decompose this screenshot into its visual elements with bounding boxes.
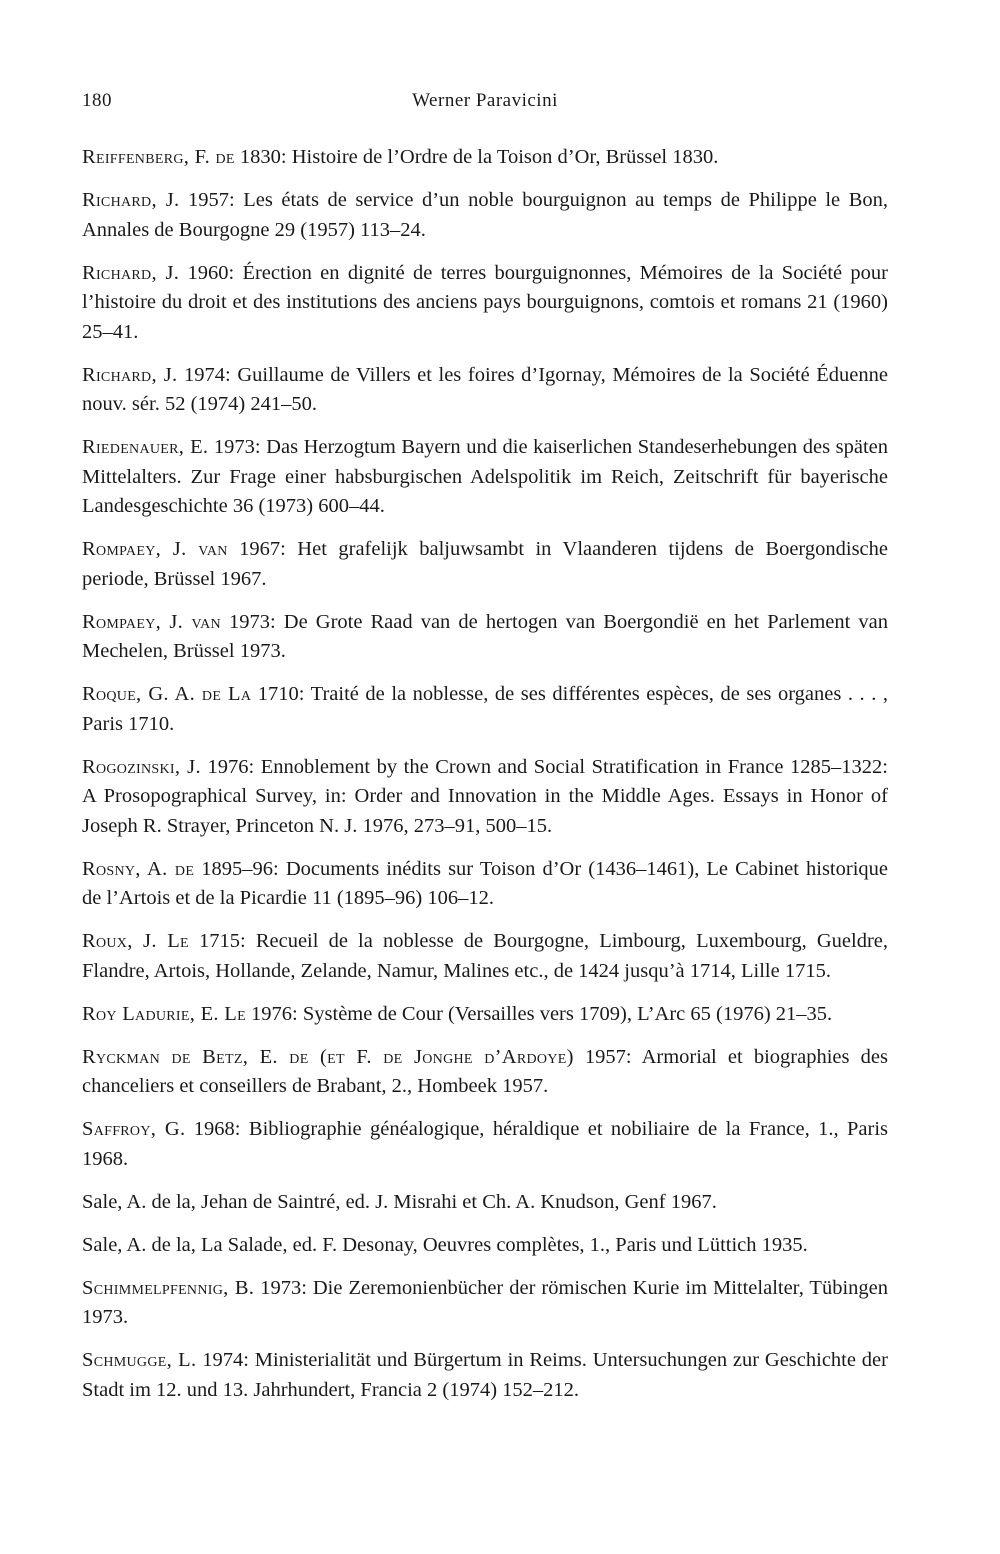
bibliography-entry xyxy=(82,1188,888,1218)
running-head xyxy=(82,90,888,120)
entry-author: Schmugge, L. xyxy=(82,1349,197,1371)
bibliography-entry xyxy=(82,433,888,522)
entry-author: Roux, J. Le xyxy=(82,930,189,952)
entry-text: 1974: Guillaume de Villers et les foires d’Igornay, Mémoires de la Société Éduenne nouv. sér. 52 (1974) 241–50. xyxy=(82,363,888,415)
running-title: Werner Paravicini xyxy=(412,90,558,111)
entry-text: 1973: Das Herzogtum Bayern und die kaiserlichen Standeserhebungen des späten Mittelalters. Zur Frage einer habsburgischen Adelspolitik im Reich, Zeitschrift für bayerische Landesgeschichte 36 (1973) 600–44. xyxy=(82,436,888,517)
entry-text: 1976: Ennoblement by the Crown and Social Stratification in France 1285–1322: A Prosopographical Survey, in: Order and Innovation in the Middle Ages. Essays in Honor of Joseph R. Strayer, Princeton N. J. 1976, 273–91, 500–15. xyxy=(82,755,888,837)
bibliography-entry xyxy=(82,1274,888,1333)
bibliography-entry xyxy=(82,143,888,173)
entry-text: 1830: Histoire de l’Ordre de la Toison d’Or, Brüssel 1830. xyxy=(234,146,719,168)
entry-text: 1968: Bibliographie généalogique, héraldique et nobiliaire de la France, 1., Paris 1968. xyxy=(82,1118,889,1170)
bibliography-entry xyxy=(82,259,888,348)
entry-text: 1976: Système de Cour (Versailles vers 1709), L’Arc 65 (1976) 21–35. xyxy=(245,1002,833,1025)
bibliography-entry xyxy=(82,855,888,914)
bibliography-entry xyxy=(82,927,888,986)
bibliography-entry xyxy=(82,1115,888,1174)
entry-text: 1974: Ministerialität und Bürgertum in Reims. Untersuchungen zur Geschichte der Stadt im 12. und 13. Jahrhundert, Francia 2 (1974) 152–212. xyxy=(82,1349,888,1401)
entry-text: 1967: Het grafelijk baljuwsambt in Vlaanderen tijdens de Boergondische periode, Brüssel 1967. xyxy=(82,538,888,590)
bibliography-entry xyxy=(82,1000,888,1030)
entry-author: Schimmelpfennig, B. xyxy=(82,1276,255,1299)
bibliography-entry xyxy=(82,1043,888,1102)
entry-author: Rompaey, J. van xyxy=(82,538,228,560)
entry-author: Riedenauer, E. xyxy=(82,436,209,458)
entry-author: Richard, J. xyxy=(82,189,180,211)
bibliography-entry xyxy=(82,1231,888,1261)
entry-author: Reiffenberg, F. de xyxy=(82,146,235,168)
entry-author: Rosny, A. de xyxy=(82,857,195,880)
bibliography-entry xyxy=(82,680,888,739)
entry-author: Richard, J. xyxy=(82,261,180,284)
entry-text: Sale, A. de la, La Salade, ed. F. Desonay, Oeuvres complètes, 1., Paris und Lüttich 1935. xyxy=(82,1233,808,1256)
bibliography-entry xyxy=(82,753,888,842)
entry-text: 1895–96: Documents inédits sur Toison d’Or (1436–1461), Le Cabinet historique de l’Artois et de la Picardie 11 (1895–96) 106–12. xyxy=(82,857,888,909)
entry-author: Rompaey, J. van xyxy=(82,610,221,633)
entry-author: Roy Ladurie, E. Le xyxy=(82,1002,246,1025)
entry-author: Richard, J. xyxy=(82,363,178,386)
entry-text: 1957: Armorial et biographies des chanceliers et conseillers de Brabant, 2., Hombeek 1957. xyxy=(82,1045,888,1097)
bibliography-entry xyxy=(82,361,888,420)
bibliography-entry xyxy=(82,186,888,245)
entry-author: Rogozinski, J. xyxy=(82,755,201,778)
entry-author: Roque, G. A. de La xyxy=(82,683,252,705)
entry-text: Sale, A. de la, Jehan de Saintré, ed. J. Misrahi et Ch. A. Knudson, Genf 1967. xyxy=(82,1190,717,1213)
entry-author: Saffroy, G. xyxy=(82,1118,186,1140)
entry-text: 1973: Die Zeremonienbücher der römischen Kurie im Mittelalter, Tübingen 1973. xyxy=(82,1276,888,1328)
entry-author: Ryckman de Betz, E. de (et F. de Jonghe d’Ardoye) xyxy=(82,1045,574,1068)
entry-text: 1715: Recueil de la noblesse de Bourgogne, Limbourg, Luxembourg, Gueldre, Flandre, Artois, Hollande, Zelande, Namur, Malines etc., de 1424 jusqu’à 1714, Lille 1715. xyxy=(82,930,888,982)
bibliography-entry xyxy=(82,1346,888,1405)
entry-text: 1710: Traité de la noblesse, de ses différentes espèces, de ses organes . . . , Paris 1710. xyxy=(82,683,888,735)
entry-text: 1957: Les états de service d’un noble bourguignon au temps de Philippe le Bon, Annales de Bourgogne 29 (1957) 113–24. xyxy=(82,189,888,241)
entry-text: 1960: Érection en dignité de terres bourguignonnes, Mémoires de la Société pour l’histoire du droit et des institutions des anciens pays bourguignons, comtois et romans 21 (1960) 25–41. xyxy=(82,261,889,343)
entry-text: 1973: De Grote Raad van de hertogen van Boergondië en het Parlement van Mechelen, Brüssel 1973. xyxy=(82,610,888,662)
bibliography-list xyxy=(82,143,888,1419)
page-number: 180 xyxy=(82,90,112,111)
bibliography-entry xyxy=(82,535,888,594)
bibliography-entry xyxy=(82,608,888,667)
